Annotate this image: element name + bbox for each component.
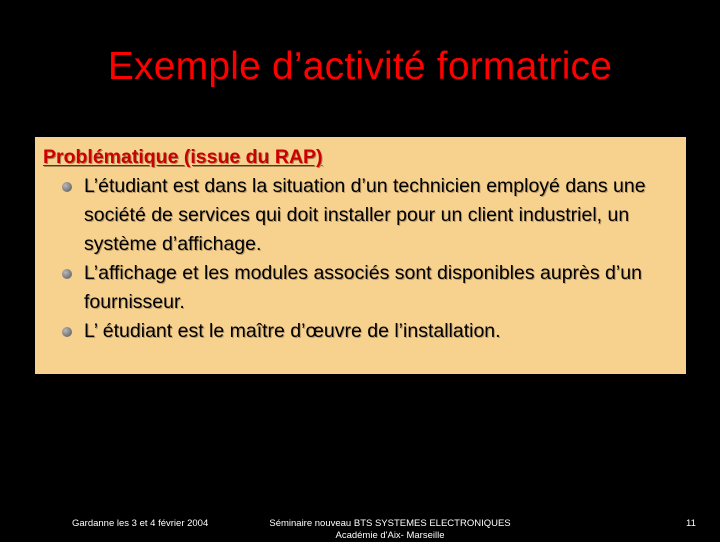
list-item [53,172,676,259]
slide-title: Exemple d’activité formatrice [107,45,613,88]
list-item [53,317,676,346]
bullet-text: L’affichage et les modules associés sont disponibles auprès d’un fournisseur. [84,262,642,313]
bullet-text: L’étudiant est dans la situation d’un technicien employé dans une société de services qui doit installer pour un client industriel, un système d’affichage. [84,175,646,255]
footer-seminar [240,518,540,542]
list-item [53,259,676,317]
content-box [35,137,686,374]
bullet-icon [62,182,72,192]
footer-academy: Académie d'Aix- Marseille [335,530,445,541]
bullet-icon [62,327,72,337]
bullet-text: L’ étudiant est le maître d’œuvre de l’installation. [84,320,501,342]
footer-seminar-title: Séminaire nouveau BTS SYSTEMES ELECTRONIQUES [269,518,511,529]
box-heading: Problématique (issue du RAP) [43,146,323,168]
bullet-list [43,172,676,346]
bullet-icon [62,269,72,279]
page-number: 11 [686,518,696,529]
footer-date: Gardanne les 3 et 4 février 2004 [72,518,209,529]
